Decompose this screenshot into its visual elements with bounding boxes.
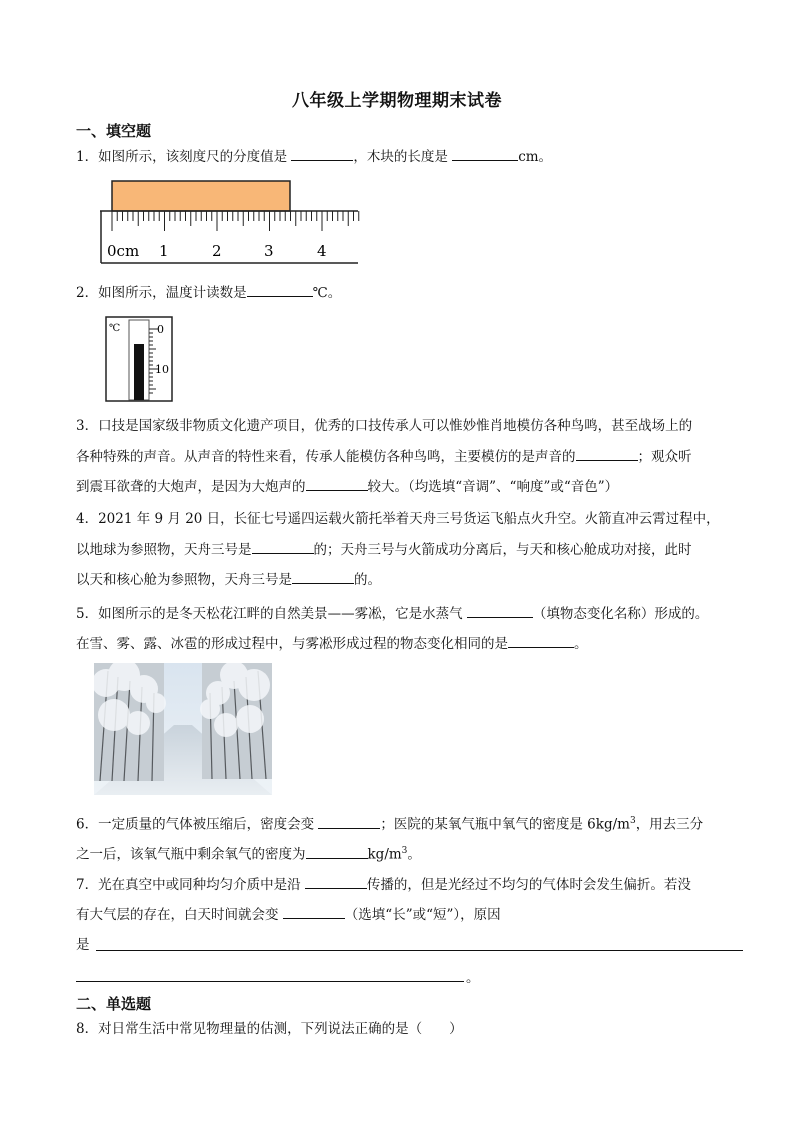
answer-blank[interactable]: [292, 569, 354, 584]
answer-blank[interactable]: [252, 539, 314, 554]
frost-blob: [214, 713, 238, 737]
ruler-label-1: 1: [159, 242, 169, 260]
rime-photo: [94, 663, 272, 795]
answer-blank[interactable]: [452, 146, 518, 161]
answer-blank[interactable]: [305, 874, 367, 889]
frost-blob: [236, 705, 264, 733]
answer-blank[interactable]: [283, 904, 345, 919]
question-6-text-c: ，用去三分: [635, 816, 704, 833]
question-3-text-c: 到震耳欲聋的大炮声，是因为大炮声的: [76, 479, 306, 495]
answer-blank[interactable]: [291, 146, 353, 161]
ruler-label-4: 4: [317, 242, 327, 260]
question-6-line-1: [76, 811, 703, 835]
question-2-text-a: 2．如图所示，温度计读数是: [76, 285, 247, 301]
question-6-text-b: ；医院的某氧气瓶中氧气的密度是 6kg/m: [380, 816, 630, 833]
question-3-line-2: [76, 446, 692, 467]
answer-blank[interactable]: [467, 603, 533, 618]
thermometer-liquid: [134, 344, 144, 400]
ruler-label-3: 3: [264, 242, 274, 260]
answer-blank[interactable]: [306, 476, 368, 491]
question-7-end-mark: 。: [466, 970, 480, 986]
question-5-text-a: 5．如图所示的是冬天松花江畔的自然美景——雾凇，它是水蒸气: [76, 606, 467, 622]
question-5-line-2: [76, 633, 588, 654]
question-6-line-2: [76, 841, 421, 865]
question-4-line-3: [76, 569, 381, 590]
answer-blank-long[interactable]: [76, 981, 464, 982]
ruler-label-2: 2: [212, 242, 222, 260]
question-6-superscript: 3: [629, 816, 636, 826]
wood-block: [112, 181, 290, 211]
answer-blank-long[interactable]: [96, 950, 743, 951]
ruler-figure: [98, 176, 360, 266]
question-6-text-a: 6．一定质量的气体被压缩后，密度会变: [76, 816, 319, 833]
question-6-text-d: 之一后，该氧气瓶中剩余氧气的密度为: [76, 846, 306, 863]
question-7-line-1: [76, 874, 691, 895]
section-heading-fill-in: 一、填空题: [76, 122, 152, 140]
question-3-text-d: 较大。（均选填“音调”、“响度”或“音色”）: [367, 479, 619, 495]
answer-blank[interactable]: [576, 446, 638, 461]
question-5-text-b: （填物态变化名称）形成的。: [532, 606, 709, 622]
question-1-text-a: 1．如图所示，该刻度尺的分度值是: [76, 149, 292, 165]
question-7-line-3: 是: [76, 937, 90, 953]
question-6-text-f: 。: [407, 846, 421, 863]
question-4-text-a: 以地球为参照物，天舟三号是: [76, 542, 252, 558]
question-4-text-d: 的。: [354, 572, 381, 588]
question-7-text-c: 有大气层的存在，白天时间就会变: [76, 907, 283, 923]
question-7-text-b: 传播的，但是光经过不均匀的气体时会发生偏折。若没: [366, 877, 691, 893]
ruler-label-0: 0cm: [107, 242, 140, 260]
question-1: [76, 146, 552, 167]
answer-blank[interactable]: [306, 844, 368, 859]
question-7-text-d: （选填“长”或“短”），原因: [344, 907, 501, 923]
thermometer-label-10: 10: [155, 363, 169, 376]
question-4-line-2: [76, 539, 692, 560]
answer-blank[interactable]: [318, 814, 380, 829]
answer-blank[interactable]: [247, 282, 313, 297]
question-5-line-1: [76, 603, 708, 624]
question-4-text-c: 以天和核心舱为参照物，天舟三号是: [76, 572, 292, 588]
thermometer-label-0: 0: [157, 323, 164, 336]
question-1-text-c: cm。: [518, 149, 553, 165]
question-5-text-c: 在雪、雾、露、冰雹的形成过程中，与雾凇形成过程的物态变化相同的是: [76, 636, 508, 652]
question-7-line-2: [76, 904, 501, 925]
question-5-text-d: 。: [574, 636, 588, 652]
question-3-line-1: 3．口技是国家级非物质文化遗产项目，优秀的口技传承人可以惟妙惟肖地模仿各种鸟鸣，甚至战场上的: [76, 418, 693, 434]
question-4-text-b: 的；天舟三号与火箭成功分离后，与天和核心舱成功对接，此时: [313, 542, 692, 558]
question-3-line-3: [76, 476, 618, 497]
frost-blob: [126, 711, 150, 735]
question-2-text-b: ℃。: [312, 285, 342, 301]
thermometer-figure: [104, 314, 174, 404]
question-7-text-a: 7．光在真空中或同种均匀介质中是沿: [76, 877, 305, 893]
question-4-line-1: 4．2021 年 9 月 20 日，长征七号遥四运载火箭托举着天舟三号货运飞船点火升空。火箭直冲云霄过程中，: [76, 511, 720, 527]
question-1-text-b: ，木块的长度是: [353, 149, 453, 165]
question-8: 8．对日常生活中常见物理量的估测，下列说法正确的是（ ）: [76, 1021, 463, 1037]
thermometer-unit: ℃: [109, 323, 121, 334]
question-2: [76, 282, 341, 303]
frost-blob: [146, 693, 166, 713]
question-3-text-b: ；观众听: [637, 449, 692, 465]
answer-blank[interactable]: [508, 633, 574, 648]
question-6-text-e: kg/m: [367, 846, 402, 863]
frost-blob: [98, 699, 130, 731]
section-heading-single-choice: 二、单选题: [76, 995, 152, 1013]
page-title: 八年级上学期物理期末试卷: [292, 91, 502, 111]
question-3-text-a: 各种特殊的声音。从声音的特性来看，传承人能模仿各种鸟鸣，主要模仿的是声音的: [76, 449, 576, 465]
ruler-ticks: [112, 211, 359, 231]
question-6-superscript: 3: [401, 846, 408, 856]
frost-blob: [200, 699, 220, 719]
